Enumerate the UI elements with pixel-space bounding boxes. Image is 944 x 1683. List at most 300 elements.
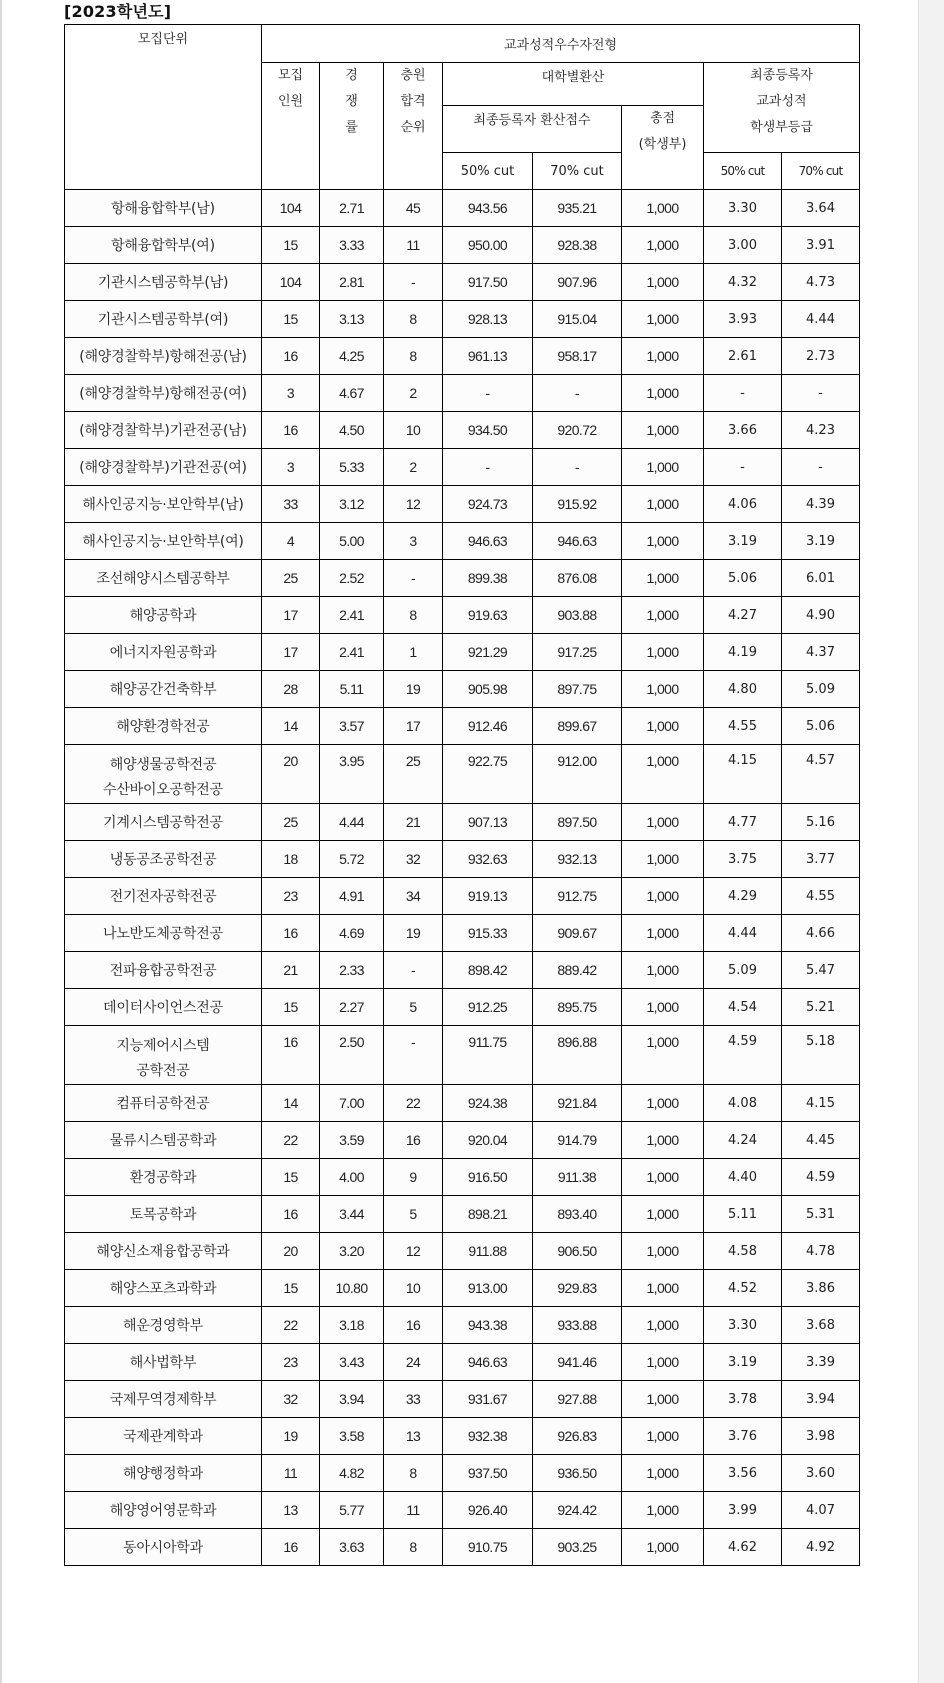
table-row — [65, 1529, 860, 1566]
grade-cut50-cell: 4.40 — [704, 1159, 782, 1196]
grade-cut50-cell: 2.61 — [704, 338, 782, 375]
quota-cell: 15 — [262, 989, 320, 1026]
quota-cell: 25 — [262, 560, 320, 597]
table-row — [65, 597, 860, 634]
score-cut70-cell: 911.38 — [533, 1159, 622, 1196]
score-cut70-cell: 896.88 — [533, 1026, 622, 1085]
grade-cut50-cell: 4.55 — [704, 708, 782, 745]
grade-cut50-cell: 4.19 — [704, 634, 782, 671]
unit-name-line: 해양스포츠과학과 — [109, 1281, 217, 1297]
unit-name-line: 해운경영학부 — [123, 1318, 203, 1334]
page-title: [2023학년도] — [64, 2, 172, 21]
competition-rate-cell: 2.50 — [320, 1026, 384, 1085]
grade-cut70-cell: 5.16 — [782, 804, 860, 841]
grade-cut50-cell: 3.30 — [704, 1307, 782, 1344]
unit-name-line: 물류시스템공학과 — [109, 1133, 217, 1149]
score-cut50-cell: 932.63 — [443, 841, 533, 878]
score-cut50-cell: 913.00 — [443, 1270, 533, 1307]
total-score-cell: 1,000 — [622, 1381, 704, 1418]
table-row — [65, 1159, 860, 1196]
header-final-grade: 최종등록자 교과성적 학생부등급 — [704, 63, 860, 153]
grade-cut70-cell: 5.06 — [782, 708, 860, 745]
waitlist-rank-cell: - — [384, 560, 443, 597]
table-row — [65, 264, 860, 301]
quota-cell: 16 — [262, 1026, 320, 1085]
score-cut70-cell: 914.79 — [533, 1122, 622, 1159]
competition-rate-cell: 3.13 — [320, 301, 384, 338]
waitlist-rank-cell: 8 — [384, 338, 443, 375]
header-grade-cut50: 50% cut — [704, 153, 782, 190]
grade-cut70-cell: 4.15 — [782, 1085, 860, 1122]
grade-cut50-cell: 4.80 — [704, 671, 782, 708]
grade-cut50-cell: 3.56 — [704, 1455, 782, 1492]
score-cut70-cell: 909.67 — [533, 915, 622, 952]
unit-name-cell — [65, 264, 262, 301]
quota-cell: 3 — [262, 449, 320, 486]
unit-name-line: (해양경찰학부)항해전공(여) — [79, 386, 247, 402]
waitlist-rank-cell: 9 — [384, 1159, 443, 1196]
total-score-cell: 1,000 — [622, 989, 704, 1026]
score-cut50-cell: 920.04 — [443, 1122, 533, 1159]
total-score-cell: 1,000 — [622, 1196, 704, 1233]
unit-name-cell — [65, 301, 262, 338]
grade-cut70-cell: 4.59 — [782, 1159, 860, 1196]
unit-name-cell — [65, 1307, 262, 1344]
total-score-cell: 1,000 — [622, 804, 704, 841]
waitlist-rank-cell: 8 — [384, 1455, 443, 1492]
score-cut70-cell: 924.42 — [533, 1492, 622, 1529]
unit-name-line: 전파융합공학전공 — [109, 963, 217, 979]
admission-results-table — [64, 24, 860, 1566]
waitlist-rank-cell: 13 — [384, 1418, 443, 1455]
score-cut50-cell: 946.63 — [443, 1344, 533, 1381]
unit-name-cell — [65, 449, 262, 486]
waitlist-rank-cell: 25 — [384, 745, 443, 804]
table-row — [65, 1122, 860, 1159]
waitlist-rank-cell: 10 — [384, 1270, 443, 1307]
score-cut50-cell: 946.63 — [443, 523, 533, 560]
waitlist-rank-cell: 17 — [384, 708, 443, 745]
unit-name-cell — [65, 1233, 262, 1270]
score-cut50-cell: 943.56 — [443, 190, 533, 227]
waitlist-rank-cell: 16 — [384, 1307, 443, 1344]
unit-name-line: 기관시스템공학부(남) — [97, 275, 229, 291]
unit-name-cell — [65, 1492, 262, 1529]
competition-rate-cell: 7.00 — [320, 1085, 384, 1122]
grade-cut50-cell: 4.15 — [704, 745, 782, 804]
quota-cell: 14 — [262, 708, 320, 745]
unit-name-line: 기관시스템공학부(여) — [97, 312, 229, 328]
quota-cell: 32 — [262, 1381, 320, 1418]
grade-cut50-cell: 4.54 — [704, 989, 782, 1026]
table-row — [65, 634, 860, 671]
unit-name-line: 전기전자공학전공 — [109, 889, 217, 905]
score-cut70-cell: 946.63 — [533, 523, 622, 560]
table-row — [65, 1455, 860, 1492]
unit-name-line: 기계시스템공학전공 — [103, 815, 223, 831]
quota-cell: 28 — [262, 671, 320, 708]
competition-rate-cell: 2.41 — [320, 634, 384, 671]
waitlist-rank-cell: 8 — [384, 301, 443, 338]
table-row — [65, 1085, 860, 1122]
grade-cut50-cell: 3.93 — [704, 301, 782, 338]
quota-cell: 104 — [262, 264, 320, 301]
waitlist-rank-cell: 5 — [384, 989, 443, 1026]
score-cut70-cell: 936.50 — [533, 1455, 622, 1492]
grade-cut70-cell: 4.23 — [782, 412, 860, 449]
unit-name-line: 항해융합학부(여) — [111, 238, 215, 254]
grade-cut70-cell: 4.37 — [782, 634, 860, 671]
quota-cell: 15 — [262, 1159, 320, 1196]
score-cut70-cell: 920.72 — [533, 412, 622, 449]
quota-cell: 23 — [262, 878, 320, 915]
quota-cell: 15 — [262, 301, 320, 338]
waitlist-rank-cell: 16 — [384, 1122, 443, 1159]
unit-name-line: 공학전공 — [136, 1063, 190, 1079]
unit-name-line: 토목공학과 — [129, 1207, 197, 1223]
score-cut70-cell: 927.88 — [533, 1381, 622, 1418]
unit-name-line: 해양행정학과 — [123, 1466, 203, 1482]
grade-cut70-cell: 4.45 — [782, 1122, 860, 1159]
unit-name-line: 환경공학과 — [129, 1170, 197, 1186]
score-cut50-cell: 926.40 — [443, 1492, 533, 1529]
total-score-cell: 1,000 — [622, 560, 704, 597]
competition-rate-cell: 3.43 — [320, 1344, 384, 1381]
table-row — [65, 301, 860, 338]
total-score-cell: 1,000 — [622, 227, 704, 264]
grade-cut50-cell: 5.11 — [704, 1196, 782, 1233]
waitlist-rank-cell: 11 — [384, 1492, 443, 1529]
table-row — [65, 560, 860, 597]
score-cut50-cell: 916.50 — [443, 1159, 533, 1196]
unit-name-cell — [65, 1270, 262, 1307]
grade-cut50-cell: 3.00 — [704, 227, 782, 264]
unit-name-line: (해양경찰학부)항해전공(남) — [79, 349, 247, 365]
table-row — [65, 190, 860, 227]
vertical-scrollbar[interactable] — [918, 0, 944, 1683]
quota-cell: 3 — [262, 375, 320, 412]
total-score-cell: 1,000 — [622, 1026, 704, 1085]
total-score-cell: 1,000 — [622, 1085, 704, 1122]
grade-cut70-cell: 3.86 — [782, 1270, 860, 1307]
score-cut50-cell: 915.33 — [443, 915, 533, 952]
grade-cut50-cell: - — [704, 375, 782, 412]
table-row — [65, 708, 860, 745]
competition-rate-cell: 5.00 — [320, 523, 384, 560]
score-cut70-cell: - — [533, 375, 622, 412]
competition-rate-cell: 5.33 — [320, 449, 384, 486]
score-cut50-cell: 950.00 — [443, 227, 533, 264]
table-row — [65, 804, 860, 841]
score-cut50-cell: 899.38 — [443, 560, 533, 597]
unit-name-line: 지능제어시스템 — [116, 1038, 210, 1054]
total-score-cell: 1,000 — [622, 1270, 704, 1307]
table-row — [65, 523, 860, 560]
competition-rate-cell: 4.44 — [320, 804, 384, 841]
waitlist-rank-cell: 3 — [384, 523, 443, 560]
unit-name-cell — [65, 745, 262, 804]
unit-name-line: 국제무역경제학부 — [109, 1392, 217, 1408]
total-score-cell: 1,000 — [622, 671, 704, 708]
total-score-cell: 1,000 — [622, 1307, 704, 1344]
unit-name-cell — [65, 634, 262, 671]
unit-name-cell — [65, 1026, 262, 1085]
table-row — [65, 1233, 860, 1270]
table-row — [65, 1196, 860, 1233]
score-cut50-cell: 911.88 — [443, 1233, 533, 1270]
score-cut50-cell: 924.73 — [443, 486, 533, 523]
competition-rate-cell: 2.81 — [320, 264, 384, 301]
total-score-cell: 1,000 — [622, 634, 704, 671]
quota-cell: 17 — [262, 634, 320, 671]
competition-rate-cell: 4.50 — [320, 412, 384, 449]
grade-cut50-cell: 5.06 — [704, 560, 782, 597]
quota-cell: 17 — [262, 597, 320, 634]
grade-cut70-cell: 5.18 — [782, 1026, 860, 1085]
table-row — [65, 375, 860, 412]
score-cut70-cell: - — [533, 449, 622, 486]
table-row — [65, 1307, 860, 1344]
quota-cell: 20 — [262, 745, 320, 804]
grade-cut70-cell: 6.01 — [782, 560, 860, 597]
grade-cut70-cell: 5.21 — [782, 989, 860, 1026]
unit-name-cell — [65, 597, 262, 634]
score-cut70-cell: 897.75 — [533, 671, 622, 708]
score-cut50-cell: 911.75 — [443, 1026, 533, 1085]
unit-name-line: 동아시아학과 — [123, 1540, 203, 1556]
waitlist-rank-cell: 5 — [384, 1196, 443, 1233]
grade-cut70-cell: 4.07 — [782, 1492, 860, 1529]
table-row — [65, 412, 860, 449]
score-cut50-cell: 919.63 — [443, 597, 533, 634]
competition-rate-cell: 4.82 — [320, 1455, 384, 1492]
table-row — [65, 671, 860, 708]
unit-name-cell — [65, 1455, 262, 1492]
competition-rate-cell: 3.12 — [320, 486, 384, 523]
score-cut70-cell: 889.42 — [533, 952, 622, 989]
score-cut50-cell: 907.13 — [443, 804, 533, 841]
table-row — [65, 1418, 860, 1455]
unit-name-line: (해양경찰학부)기관전공(남) — [79, 423, 247, 439]
total-score-cell: 1,000 — [622, 745, 704, 804]
quota-cell: 15 — [262, 227, 320, 264]
quota-cell: 15 — [262, 1270, 320, 1307]
unit-name-line: 데이터사이언스전공 — [103, 1000, 223, 1016]
quota-cell: 19 — [262, 1418, 320, 1455]
total-score-cell: 1,000 — [622, 486, 704, 523]
grade-cut70-cell: 3.94 — [782, 1381, 860, 1418]
competition-rate-cell: 3.44 — [320, 1196, 384, 1233]
competition-rate-cell: 2.41 — [320, 597, 384, 634]
grade-cut50-cell: 4.59 — [704, 1026, 782, 1085]
score-cut70-cell: 912.00 — [533, 745, 622, 804]
total-score-cell: 1,000 — [622, 952, 704, 989]
unit-name-line: 해양생물공학전공 — [109, 757, 217, 773]
waitlist-rank-cell: - — [384, 264, 443, 301]
header-grade-cut70: 70% cut — [782, 153, 860, 190]
unit-name-line: (해양경찰학부)기관전공(여) — [79, 460, 247, 476]
total-score-cell: 1,000 — [622, 1418, 704, 1455]
score-cut50-cell: 910.75 — [443, 1529, 533, 1566]
waitlist-rank-cell: 32 — [384, 841, 443, 878]
grade-cut70-cell: 4.90 — [782, 597, 860, 634]
waitlist-rank-cell: 8 — [384, 1529, 443, 1566]
header-total-score: 총점 (학생부) — [622, 106, 704, 190]
grade-cut50-cell: 3.19 — [704, 1344, 782, 1381]
waitlist-rank-cell: 19 — [384, 671, 443, 708]
unit-name-line: 에너지자원공학과 — [109, 645, 217, 661]
total-score-cell: 1,000 — [622, 449, 704, 486]
score-cut70-cell: 928.38 — [533, 227, 622, 264]
score-cut50-cell: 912.46 — [443, 708, 533, 745]
waitlist-rank-cell: 10 — [384, 412, 443, 449]
table-row — [65, 1344, 860, 1381]
header-admission-type: 교과성적우수자전형 — [262, 25, 860, 63]
quota-cell: 16 — [262, 338, 320, 375]
unit-name-line: 국제관계학과 — [123, 1429, 203, 1445]
total-score-cell: 1,000 — [622, 878, 704, 915]
unit-name-line: 해사인공지능·보안학부(여) — [82, 534, 244, 550]
table-row — [65, 1492, 860, 1529]
unit-name-cell — [65, 1085, 262, 1122]
grade-cut50-cell: 4.06 — [704, 486, 782, 523]
grade-cut70-cell: 4.92 — [782, 1529, 860, 1566]
score-cut50-cell: 961.13 — [443, 338, 533, 375]
competition-rate-cell: 2.71 — [320, 190, 384, 227]
competition-rate-cell: 4.91 — [320, 878, 384, 915]
competition-rate-cell: 2.27 — [320, 989, 384, 1026]
waitlist-rank-cell: 21 — [384, 804, 443, 841]
grade-cut50-cell: 4.62 — [704, 1529, 782, 1566]
unit-name-line: 냉동공조공학전공 — [109, 852, 217, 868]
score-cut70-cell: 958.17 — [533, 338, 622, 375]
unit-name-cell — [65, 1529, 262, 1566]
grade-cut70-cell: 3.98 — [782, 1418, 860, 1455]
table-row — [65, 486, 860, 523]
score-cut50-cell: 931.67 — [443, 1381, 533, 1418]
grade-cut70-cell: 3.68 — [782, 1307, 860, 1344]
grade-cut70-cell: 4.39 — [782, 486, 860, 523]
score-cut50-cell: 943.38 — [443, 1307, 533, 1344]
score-cut70-cell: 915.92 — [533, 486, 622, 523]
grade-cut70-cell: 3.91 — [782, 227, 860, 264]
quota-cell: 33 — [262, 486, 320, 523]
total-score-cell: 1,000 — [622, 301, 704, 338]
competition-rate-cell: 3.57 — [320, 708, 384, 745]
table-row — [65, 841, 860, 878]
waitlist-rank-cell: 2 — [384, 375, 443, 412]
header-waitlist-rank: 충원 합격 순위 — [384, 63, 443, 190]
grade-cut50-cell: - — [704, 449, 782, 486]
waitlist-rank-cell: 12 — [384, 1233, 443, 1270]
competition-rate-cell: 4.69 — [320, 915, 384, 952]
table-row — [65, 915, 860, 952]
unit-name-cell — [65, 841, 262, 878]
unit-name-line: 수산바이오공학전공 — [103, 782, 223, 798]
waitlist-rank-cell: - — [384, 952, 443, 989]
unit-name-cell — [65, 486, 262, 523]
quota-cell: 23 — [262, 1344, 320, 1381]
score-cut70-cell: 935.21 — [533, 190, 622, 227]
waitlist-rank-cell: 45 — [384, 190, 443, 227]
quota-cell: 16 — [262, 412, 320, 449]
score-cut70-cell: 876.08 — [533, 560, 622, 597]
grade-cut70-cell: 4.73 — [782, 264, 860, 301]
score-cut70-cell: 906.50 — [533, 1233, 622, 1270]
grade-cut50-cell: 4.29 — [704, 878, 782, 915]
score-cut50-cell: - — [443, 375, 533, 412]
grade-cut70-cell: 3.64 — [782, 190, 860, 227]
grade-cut50-cell: 3.76 — [704, 1418, 782, 1455]
quota-cell: 22 — [262, 1307, 320, 1344]
unit-name-line: 해양공간건축학부 — [109, 682, 217, 698]
grade-cut50-cell: 3.66 — [704, 412, 782, 449]
header-competition-rate: 경 쟁 률 — [320, 63, 384, 190]
unit-name-cell — [65, 915, 262, 952]
unit-name-cell — [65, 952, 262, 989]
competition-rate-cell: 2.52 — [320, 560, 384, 597]
competition-rate-cell: 3.94 — [320, 1381, 384, 1418]
quota-cell: 21 — [262, 952, 320, 989]
total-score-cell: 1,000 — [622, 190, 704, 227]
score-cut70-cell: 893.40 — [533, 1196, 622, 1233]
grade-cut50-cell: 3.75 — [704, 841, 782, 878]
header-unit: 모집단위 — [65, 25, 262, 190]
quota-cell: 22 — [262, 1122, 320, 1159]
score-cut50-cell: 934.50 — [443, 412, 533, 449]
unit-name-cell — [65, 1418, 262, 1455]
total-score-cell: 1,000 — [622, 412, 704, 449]
score-cut50-cell: 921.29 — [443, 634, 533, 671]
grade-cut50-cell: 3.78 — [704, 1381, 782, 1418]
grade-cut70-cell: 3.19 — [782, 523, 860, 560]
unit-name-line: 컴퓨터공학전공 — [116, 1096, 210, 1112]
grade-cut50-cell: 5.09 — [704, 952, 782, 989]
total-score-cell: 1,000 — [622, 375, 704, 412]
grade-cut50-cell: 4.32 — [704, 264, 782, 301]
unit-name-line: 항해융합학부(남) — [111, 201, 215, 217]
grade-cut70-cell: 2.73 — [782, 338, 860, 375]
unit-name-cell — [65, 1196, 262, 1233]
score-cut70-cell: 912.75 — [533, 878, 622, 915]
unit-name-cell — [65, 190, 262, 227]
unit-name-cell — [65, 227, 262, 264]
quota-cell: 14 — [262, 1085, 320, 1122]
table-row — [65, 989, 860, 1026]
total-score-cell: 1,000 — [622, 264, 704, 301]
quota-cell: 18 — [262, 841, 320, 878]
grade-cut50-cell: 4.08 — [704, 1085, 782, 1122]
score-cut70-cell: 903.25 — [533, 1529, 622, 1566]
competition-rate-cell: 5.72 — [320, 841, 384, 878]
total-score-cell: 1,000 — [622, 915, 704, 952]
grade-cut70-cell: 5.09 — [782, 671, 860, 708]
grade-cut70-cell: 4.66 — [782, 915, 860, 952]
waitlist-rank-cell: 24 — [384, 1344, 443, 1381]
quota-cell: 104 — [262, 190, 320, 227]
grade-cut70-cell: - — [782, 375, 860, 412]
grade-cut50-cell: 4.27 — [704, 597, 782, 634]
score-cut50-cell: 937.50 — [443, 1455, 533, 1492]
competition-rate-cell: 5.11 — [320, 671, 384, 708]
table-row — [65, 449, 860, 486]
score-cut70-cell: 897.50 — [533, 804, 622, 841]
competition-rate-cell: 3.58 — [320, 1418, 384, 1455]
unit-name-cell — [65, 1344, 262, 1381]
score-cut50-cell: 928.13 — [443, 301, 533, 338]
grade-cut50-cell: 3.99 — [704, 1492, 782, 1529]
quota-cell: 4 — [262, 523, 320, 560]
